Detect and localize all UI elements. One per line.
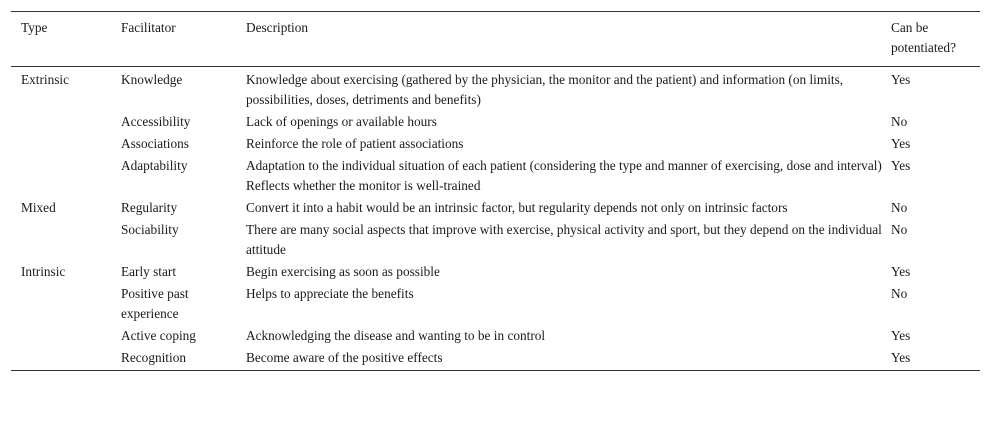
cell-can-be-potentiated: Yes: [891, 136, 911, 151]
cell-type: [11, 154, 121, 196]
table-row: [11, 346, 980, 371]
cell-type: [11, 324, 121, 346]
cell-can-be-potentiated: Yes: [891, 72, 911, 87]
cell-description: [246, 324, 891, 346]
header-facilitator: Facilitator: [121, 20, 176, 35]
cell-description: [246, 260, 891, 282]
description-line: Reflects whether the monitor is well-trained: [246, 178, 481, 193]
table-row: [11, 324, 980, 346]
cell-type: Intrinsic: [21, 264, 66, 279]
table-row: [11, 282, 980, 324]
cell-facilitator: Sociability: [121, 222, 179, 237]
cell-description: [246, 67, 891, 111]
table-row: [11, 196, 980, 218]
description-line: Begin exercising as soon as possible: [246, 264, 440, 279]
description-line: There are many social aspects that improve with exercise, physical activity and sport, but they depend on the individual attitude: [246, 222, 882, 257]
description-line: Reinforce the role of patient associations: [246, 136, 464, 151]
cell-description: [246, 282, 891, 324]
cell-facilitator: Adaptability: [121, 158, 188, 173]
description-line: Become aware of the positive effects: [246, 350, 443, 365]
cell-facilitator: Accessibility: [121, 114, 191, 129]
table-row: [11, 218, 980, 260]
cell-type: [11, 218, 121, 260]
header-description: Description: [246, 20, 309, 35]
cell-description: [246, 154, 891, 196]
cell-type: [11, 282, 121, 324]
cell-description: [246, 346, 891, 371]
cell-type: Extrinsic: [21, 72, 70, 87]
facilitators-table: [11, 11, 980, 371]
cell-can-be-potentiated: Yes: [891, 158, 911, 173]
description-line: Convert it into a habit would be an intrinsic factor, but regularity depends not only on intrinsic factors: [246, 200, 788, 215]
cell-can-be-potentiated: Yes: [891, 350, 911, 365]
cell-can-be-potentiated: No: [891, 114, 908, 129]
facilitators-table-container: [11, 11, 980, 371]
cell-facilitator: Early start: [121, 264, 177, 279]
cell-facilitator: Associations: [121, 136, 189, 151]
table-row: [11, 132, 980, 154]
cell-can-be-potentiated: No: [891, 222, 908, 237]
cell-can-be-potentiated: Yes: [891, 328, 911, 343]
cell-description: [246, 110, 891, 132]
cell-type: [11, 346, 121, 371]
cell-can-be-potentiated: No: [891, 200, 908, 215]
cell-description: [246, 218, 891, 260]
table-row: [11, 154, 980, 196]
header-type: Type: [21, 20, 48, 35]
description-line: Knowledge about exercising (gathered by the physician, the monitor and the patient) and information (on limits, possibilities, doses, detriments and benefits): [246, 72, 844, 107]
cell-facilitator: Knowledge: [121, 72, 183, 87]
description-line: Helps to appreciate the benefits: [246, 286, 414, 301]
cell-facilitator: Positive past experience: [121, 286, 189, 321]
cell-type: [11, 110, 121, 132]
table-row: [11, 110, 980, 132]
cell-description: [246, 132, 891, 154]
header-row: [11, 12, 980, 67]
table-row: [11, 67, 980, 111]
description-line: Acknowledging the disease and wanting to be in control: [246, 328, 546, 343]
table-body: [11, 67, 980, 371]
description-line: Adaptation to the individual situation of each patient (considering the type and manner of exercising, dose and interval): [246, 158, 882, 173]
cell-facilitator: Active coping: [121, 328, 196, 343]
cell-type: [11, 132, 121, 154]
description-line: Lack of openings or available hours: [246, 114, 437, 129]
cell-facilitator: Regularity: [121, 200, 178, 215]
cell-description: [246, 196, 891, 218]
cell-type: Mixed: [21, 200, 56, 215]
header-can-be-potentiated: Can be potentiated?: [891, 20, 956, 55]
table-row: [11, 260, 980, 282]
cell-can-be-potentiated: No: [891, 286, 908, 301]
cell-can-be-potentiated: Yes: [891, 264, 911, 279]
cell-facilitator: Recognition: [121, 350, 186, 365]
